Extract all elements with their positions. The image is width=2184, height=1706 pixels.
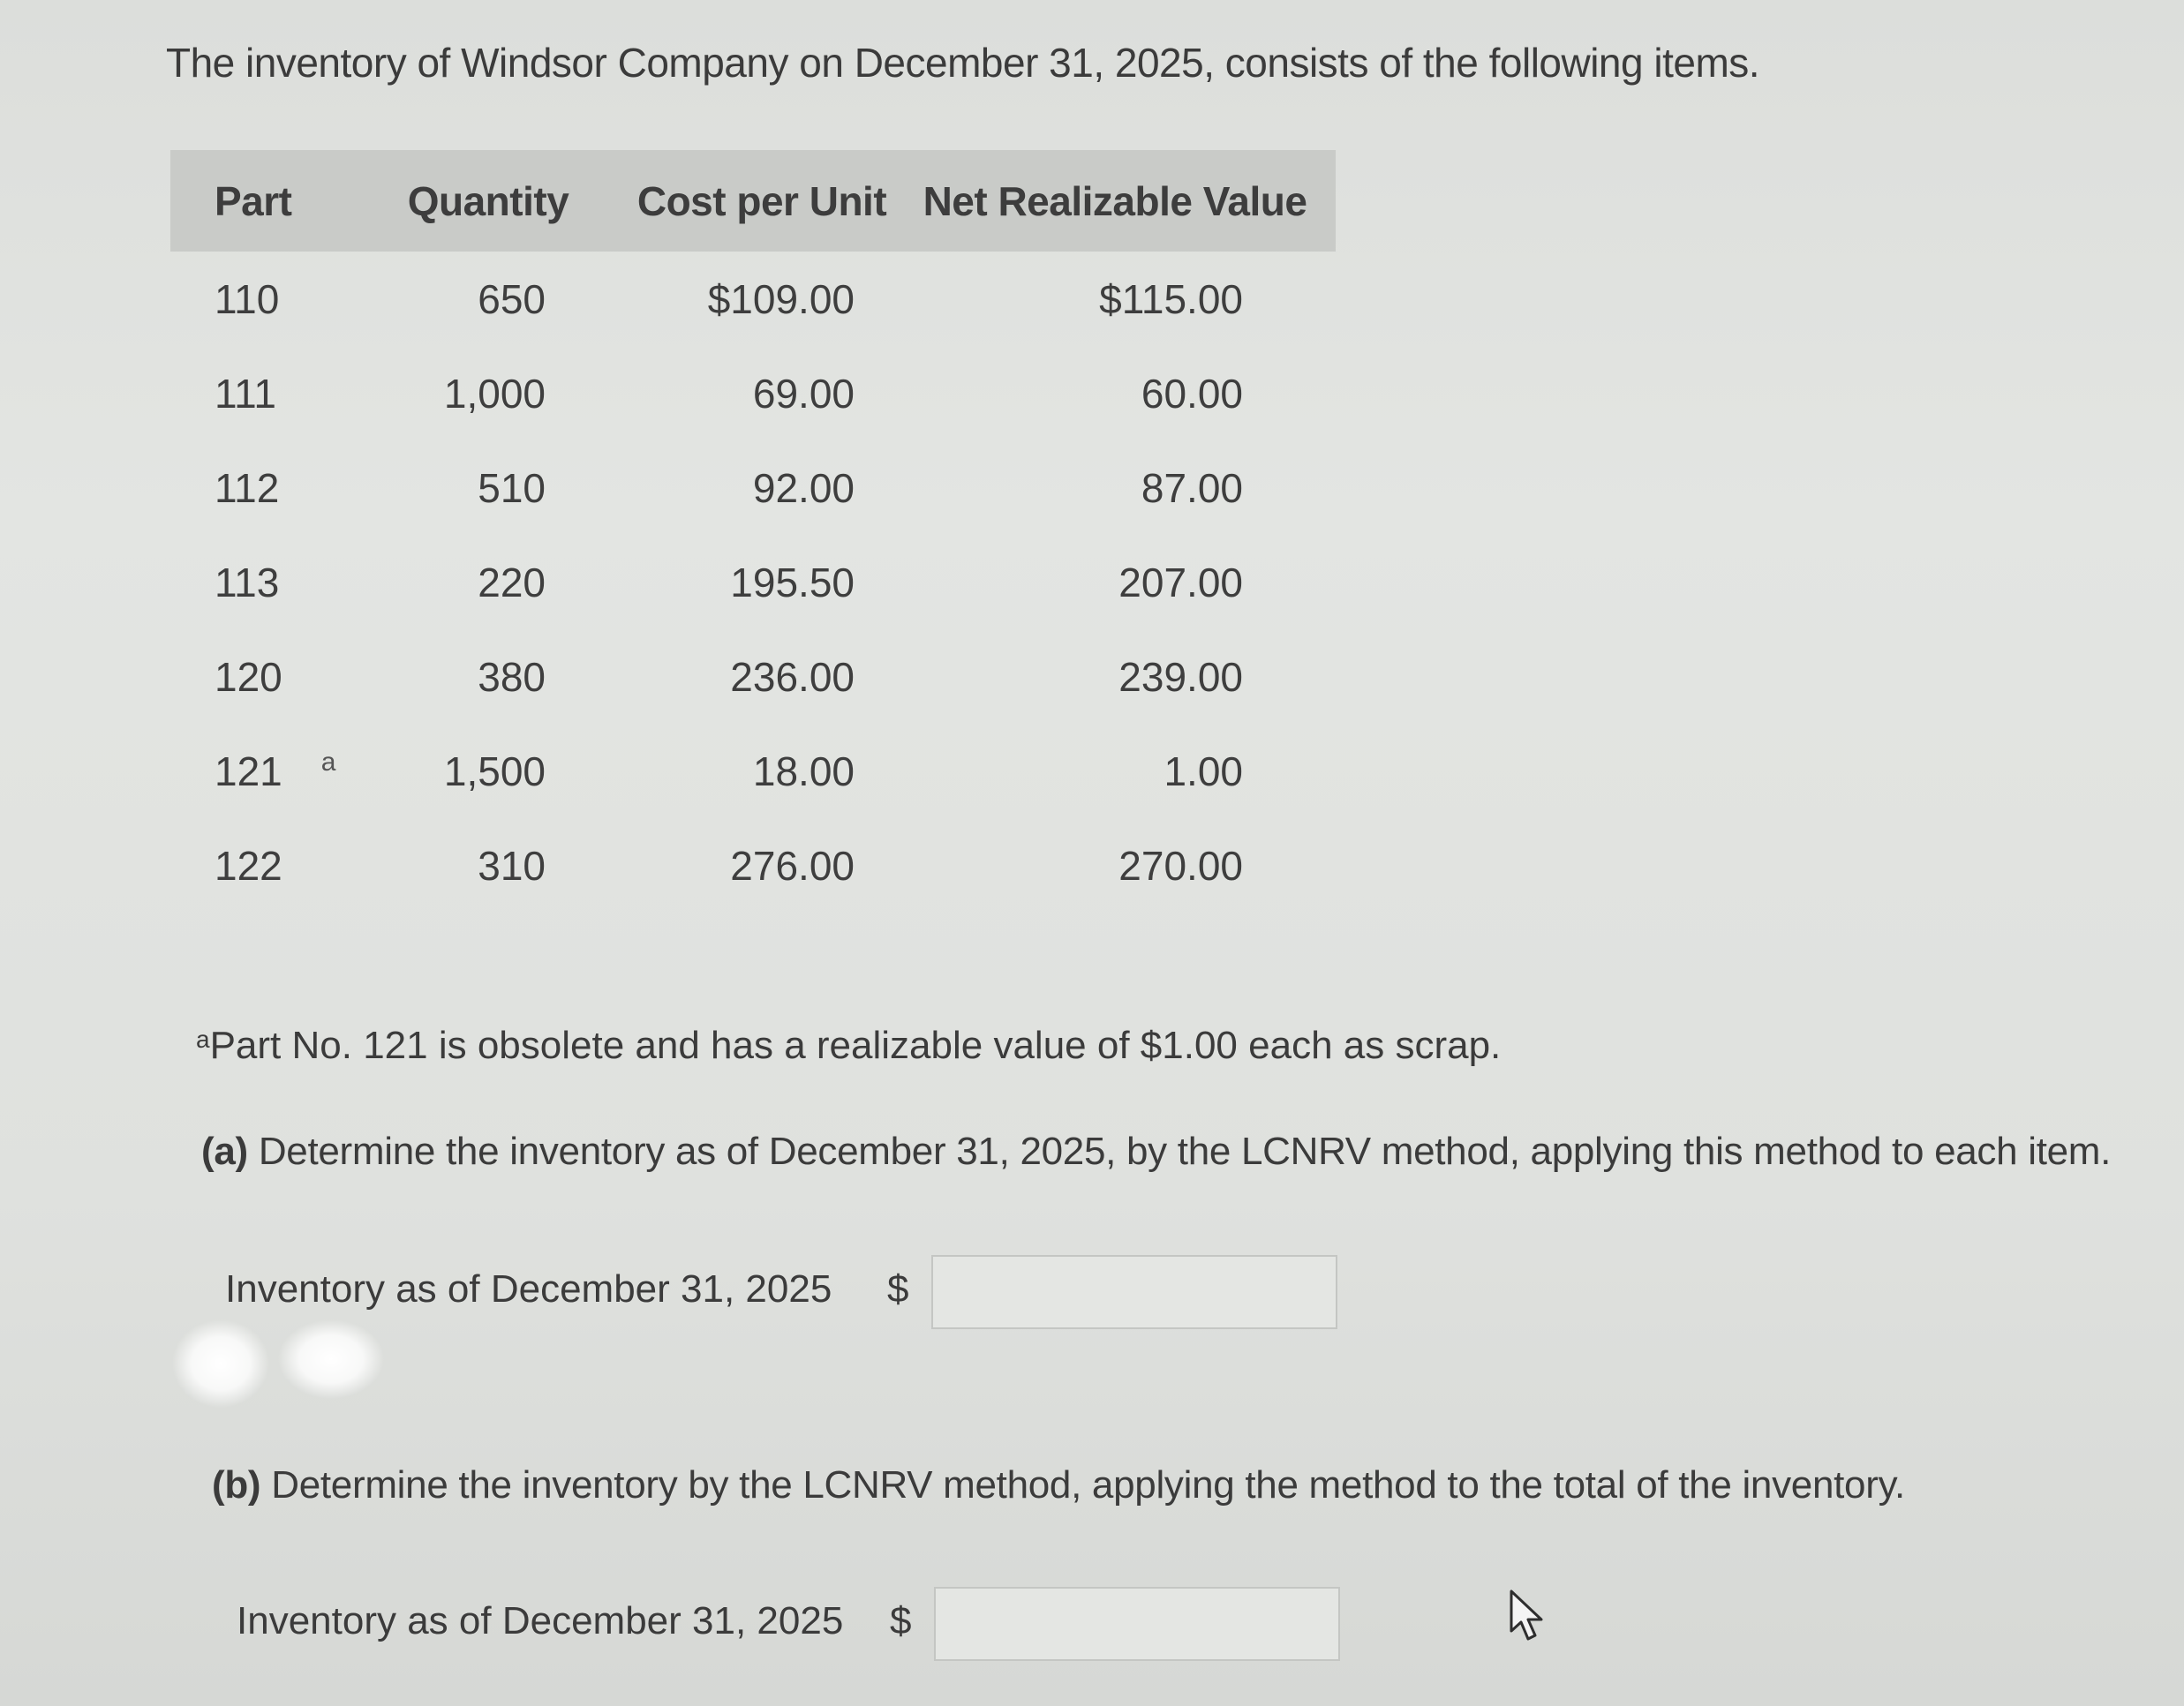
table-row [170, 535, 1336, 629]
cell-part [170, 252, 347, 346]
answer-b-currency: $ [890, 1599, 912, 1642]
part-number: 122 [215, 842, 282, 889]
part-number: 110 [215, 275, 280, 322]
part-number: 111 [215, 370, 276, 417]
inventory-table [170, 150, 1336, 913]
part-number: 113 [215, 559, 280, 605]
question-b [212, 1463, 1905, 1507]
footnote-marker: a [320, 748, 336, 778]
cell-nrv: 207.00 [1118, 559, 1243, 605]
inventory-a-input[interactable] [931, 1255, 1337, 1329]
cell-quantity: 310 [478, 842, 546, 889]
cell-cost: 276.00 [730, 842, 855, 889]
cell-nrv: 239.00 [1118, 653, 1243, 700]
header-quantity: Quantity [347, 150, 576, 252]
cell-cost: 92.00 [752, 464, 855, 511]
table-header-row [170, 150, 1336, 252]
answer-a-currency: $ [887, 1267, 909, 1311]
cell-part [170, 346, 347, 440]
cell-part [170, 724, 347, 818]
cell-cost: 236.00 [730, 653, 855, 700]
table-row [170, 629, 1336, 724]
inventory-b-input[interactable] [934, 1587, 1340, 1661]
header-part: Part [170, 150, 347, 252]
part-number: 120 [215, 653, 282, 700]
table-row [170, 440, 1336, 535]
header-cost-per-unit: Cost per Unit [576, 150, 894, 252]
cell-nrv: 270.00 [1118, 842, 1243, 889]
question-b-tag: (b) [212, 1463, 261, 1507]
cell-part [170, 818, 347, 913]
cell-cost: 18.00 [752, 748, 855, 794]
table-row [170, 818, 1336, 913]
cell-nrv: 1.00 [1164, 748, 1243, 794]
question-a [201, 1130, 2111, 1174]
header-net-realizable-value: Net Realizable Value [894, 150, 1336, 252]
answer-row-a [225, 1255, 1373, 1331]
cell-quantity: 1,000 [443, 370, 546, 417]
cell-quantity: 1,500 [443, 748, 546, 794]
cell-cost: 195.50 [730, 559, 855, 605]
cell-nrv: 60.00 [1141, 370, 1243, 417]
footnote-text: Part No. 121 is obsolete and has a realizable value of $1.00 each as scrap. [209, 1024, 1502, 1067]
table-row [170, 346, 1336, 440]
part-number: 121 [215, 748, 282, 794]
cell-quantity: 380 [478, 653, 546, 700]
mouse-pointer-icon [1508, 1589, 1550, 1643]
cell-part [170, 629, 347, 724]
cell-nrv: 87.00 [1141, 464, 1243, 511]
cell-quantity: 650 [478, 275, 546, 322]
footnote-marker: a [196, 1026, 210, 1053]
cell-nrv: $115.00 [1099, 275, 1243, 322]
cell-cost: $109.00 [707, 275, 855, 322]
question-a-text: Determine the inventory as of December 31, 2025, by the LCNRV method, applying this method to each item. [247, 1130, 2112, 1173]
answer-b-label: Inventory as of December 31, 2025 [237, 1599, 844, 1642]
problem-intro: The inventory of Windsor Company on December 31, 2025, consists of the following items. [166, 40, 1760, 86]
question-b-text: Determine the inventory by the LCNRV method, applying the method to the total of the inventory. [260, 1463, 1905, 1507]
part-number: 112 [215, 464, 280, 511]
table-row [170, 252, 1336, 346]
cell-quantity: 510 [478, 464, 546, 511]
cell-quantity: 220 [478, 559, 546, 605]
cell-part [170, 440, 347, 535]
question-a-tag: (a) [201, 1130, 248, 1173]
answer-row-b [237, 1587, 1384, 1663]
footnote [196, 1024, 1501, 1068]
cell-cost: 69.00 [752, 370, 855, 417]
cell-part [170, 535, 347, 629]
answer-a-label: Inventory as of December 31, 2025 [225, 1267, 832, 1311]
table-row [170, 724, 1336, 818]
